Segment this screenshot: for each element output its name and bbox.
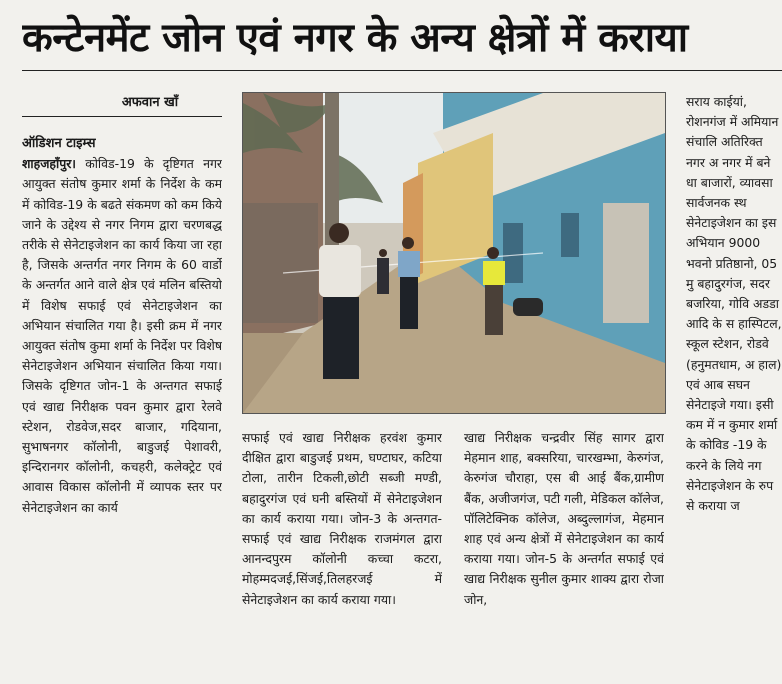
street-sanitization-photo bbox=[243, 93, 665, 413]
article-column-2 bbox=[242, 428, 442, 684]
column-1-text: कोविड-19 के दृष्टिगत नगर आयुक्त संतोष कुमार शर्मा के निर्देश के कम में कोविड-19 के बढते संकमण को कम किये जाने के उद्देश्य से नगर निगम द्वारा चरणबद्ध तरीके से सेनेटाइजेशन का कार्य किया जा रहा है, जिसके अन्तर्गत नगर निगम के 60 वार्डो के अन्तर्गत आने वाले क्षेत्र एवं मलिन बस्तियो में विशेष सफाई एवं सेनेटाइजेशन का अभियान संचालित गया है। इसी क्रम में नगर आयुक्त संतोष कुमा शर्मा के निर्देश पर विशेष सेनेटाइजेशन अभियान संचालित किया गया। जिसके दृष्टिगत जोन-1 के अन्तगत सफाई एवं खाद्य निरीक्षक पवन कुमार द्वारा रेलवे स्टेशन, रोडवेज,सदर बाजार, गदियाना, सुभाषनगर कॉलोनी, बाडुजई पेशावरी, इन्दिरानगर कॉलोनी, कचहरी, कलेक्ट्रेट एवं आवास विकास कॉलोनी में व्यापक स्तर पर सेनेटाइजेशन का कार्य bbox=[22, 156, 222, 515]
news-photo bbox=[242, 92, 666, 414]
article-column-4 bbox=[686, 92, 782, 684]
byline-rule bbox=[22, 116, 222, 117]
column-2-text: सफाई एवं खाद्य निरीक्षक हरवंश कुमार दीक्षित द्वारा बाडुजई प्रथम, घण्टाघर, कटिया टोला, तारीन टिकली,छोटी सब्जी मण्डी, बहादुरगंज एवं घनी बस्तियों में सेनेटाइजेशन का कार्य कराया गया। जोन-3 के अन्तगत-सफाई एवं खाद्य निरीक्षक राजमंगल द्वारा आनन्दपुरम कॉलोनी कच्चा कटरा, मोहम्मदजई,सिंजई,तिलहरजई में सेनेटाइजेशन का कार्य कराया गया। bbox=[242, 430, 442, 607]
article-column-1 bbox=[22, 134, 222, 684]
column-1-body bbox=[22, 154, 222, 518]
byline: अफवान खाँ bbox=[121, 95, 179, 110]
agency-name: ऑडिशन टाइम्स bbox=[22, 136, 96, 151]
column-3-text: खाद्य निरीक्षक चन्द्रवीर सिंह सागर द्वारा मेहमान शाह, बक्सरिया, चारखम्भा, केरुगंज, केरुगंज चौराहा, एस बी आई बैंक,ग्रामीण बैंक, अजीजगंज, पटी गली, मेडिकल कॉलेज, पॉलिटेक्निक कॉलेज, अब्दुल्लागंज, मेहमान शाह एवं अन्य क्षेत्रों में सेनेटाइजेशन का कार्य कराया गया। जोन-5 के अन्तर्गत सफाई एवं खाद्य निरीक्षक सुनील कुमार शाक्य द्वारा रोजा जोन, bbox=[464, 430, 664, 607]
headline-rule bbox=[22, 70, 782, 71]
article-column-3 bbox=[464, 428, 664, 684]
dateline: शाहजहाँपुर। bbox=[22, 156, 76, 172]
column-4-text: सराय काईयां, रोशनगंज में अमियान संचालि अतिरिक्त नगर अ नगर में बने धा बाजारों, व्यावसा सार्वजनक स्थ सेनेटाइजेशन का इस अभियान 9000 भवनो प्रतिष्ठानो, 05 मु बहादुरगंज, सदर बजरिया, गोवि अडडा आदि के स हास्पिटल, स्कूल स्टेशन, रोडवे (हनुमतधाम, अ हाल) एवं आब सघन सेनेटाइजे गया। इसी कम में न कुमार शर्मा के कोविड -19 के करने के लिये नग सेनेटाइजेशन के रुप से कराया ज bbox=[686, 94, 782, 514]
headline: कन्टेनमेंट जोन एवं नगर के अन्य क्षेत्रों में कराया bbox=[22, 15, 688, 61]
